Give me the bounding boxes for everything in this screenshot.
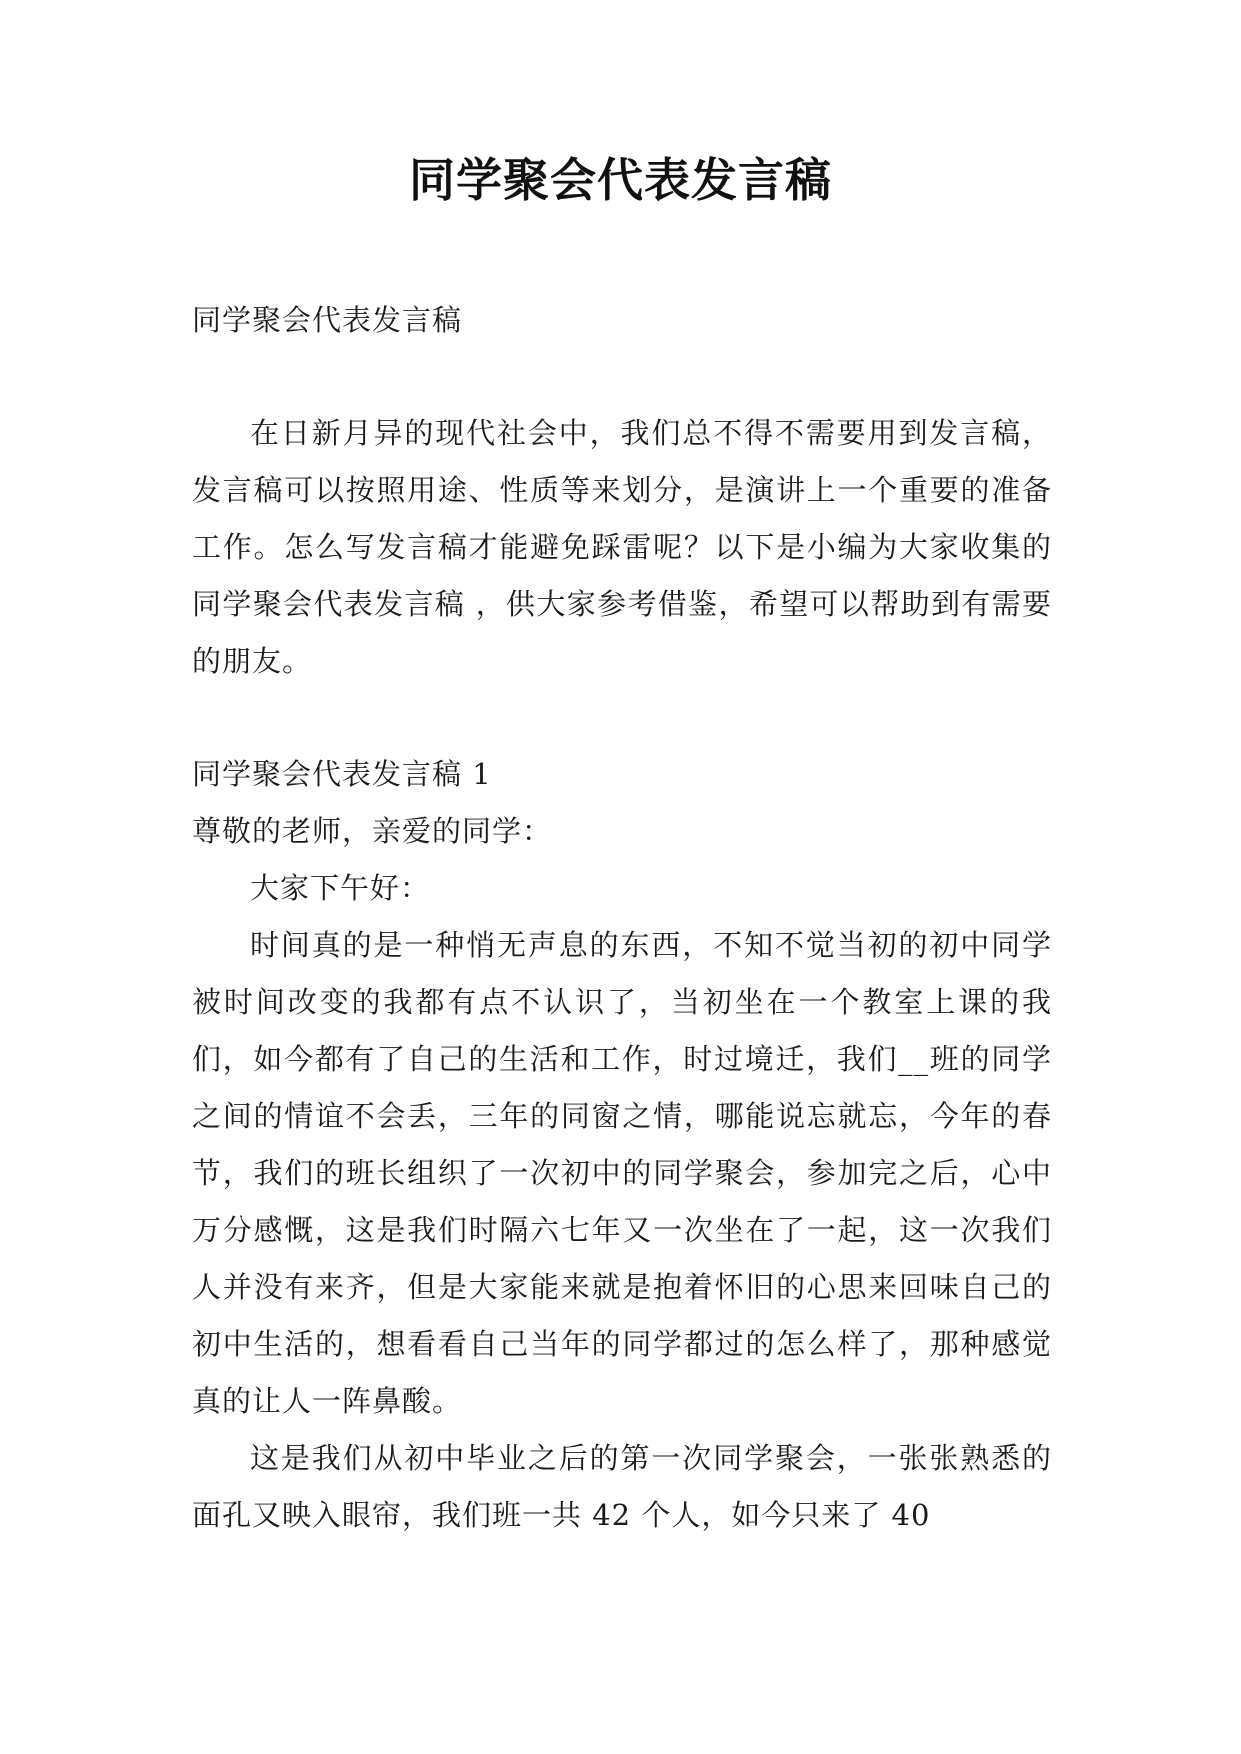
document-subtitle: 同学聚会代表发言稿: [192, 303, 463, 337]
document-body: [192, 292, 1052, 1544]
intro-paragraph: 在日新月异的现代社会中，我们总不得不需要用到发言稿，发言稿可以按照用途、性质等来划分，是演讲上一个重要的准备工作。怎么写发言稿才能避免踩雷呢？以下是小编为大家收集的同学聚会代表发言稿 ，供大家参考借鉴，希望可以帮助到有需要的朋友。: [192, 416, 1052, 678]
document-title: 同学聚会代表发言稿: [409, 153, 832, 207]
body-paragraph-1: 时间真的是一种悄无声息的东西，不知不觉当初的初中同学被时间改变的我都有点不认识了，当初坐在一个教室上课的我们，如今都有了自己的生活和工作，时过境迁，我们__班的同学之间的情谊不会丢，三年的同窗之情，哪能说忘就忘，今年的春节，我们的班长组织了一次初中的同学聚会，参加完之后，心中万分感慨，这是我们时隔六七年又一次坐在了一起，这一次我们人并没有来齐，但是大家能来就是抱着怀旧的心思来回味自己的初中生活的，想看看自己当年的同学都过的怎么样了，那种感觉真的让人一阵鼻酸。: [192, 928, 1052, 1418]
greeting: 大家下午好：: [250, 871, 431, 905]
section-heading: 同学聚会代表发言稿 1: [192, 757, 492, 791]
body-paragraph-2: 这是我们从初中毕业之后的第一次同学聚会，一张张熟悉的面孔又映入眼帘，我们班一共 42 个人，如今只来了 40: [192, 1441, 1052, 1532]
salutation: 尊敬的老师，亲爱的同学：: [192, 814, 553, 848]
